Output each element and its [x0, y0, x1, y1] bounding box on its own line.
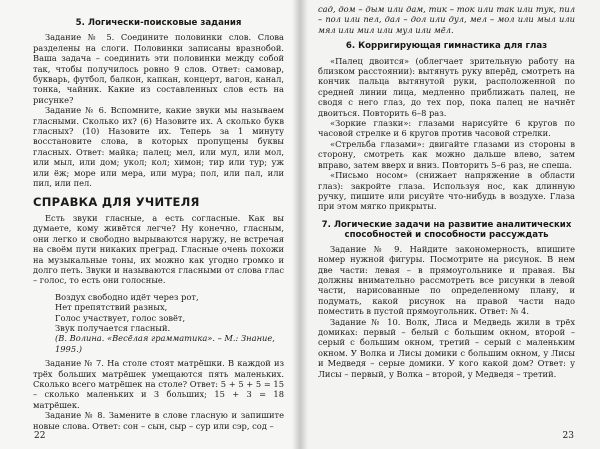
- book-gutter: [292, 0, 308, 449]
- exercise-nose-writing: «Письмо носом» (снижает напряжение в области глаз): закройте глаза. Используя нос, как длинную ручку, пишите или рисуйте что-нибудь в воздухе. Глаза при этом мягко прикрыты.: [318, 170, 575, 212]
- poem-line: Голос участвует, голос зовёт,: [55, 312, 186, 323]
- poem-line: Нет препятствий разных,: [55, 302, 168, 313]
- page-number-left: 22: [34, 431, 46, 441]
- poem-source: (В. Волина. «Весёлая грамматика». – М.: Знание, 1995.): [55, 333, 275, 354]
- exercise-finger: «Палец двоится» (облегчает зрительную работу на близком расстоянии): вытянуть руку вперёд, смотреть на кончик пальца вытянутой руки, расположенной по средней линии лица, медленно приближать палец, не сводя с него глаз, до тех пор, пока палец не начнёт двоиться. Повторить 6–8 раз.: [318, 55, 575, 118]
- poem: [55, 292, 284, 334]
- task-8-continuation: сад, дом – дым или дам, тик – ток или так или тук, пил – пол или пел, дал – дол или дул, мел – мол или мыл или мял или мил или мул или мёл.: [318, 4, 575, 35]
- poem-line: Звук получается гласный.: [55, 322, 171, 333]
- section-heading-6: 6. Корригирующая гимнастика для глаз: [345, 41, 548, 52]
- right-page: [300, 0, 600, 449]
- task-7-text: Задание № 7. На столе стоят матрёшки. В каждой из трёх больших матрёшек умещаются пять маленьких. Сколько всего матрёшек на столе? Ответ: 5 + 5 + 5 = 15 – сколько маленьких и 3 больших; 15 + 3 = 18 матрёшек.: [33, 358, 284, 410]
- teacher-reference-heading: СПРАВКА ДЛЯ УЧИТЕЛЯ: [33, 194, 200, 209]
- section-heading-5: 5. Логически-поисковые задания: [75, 18, 242, 28]
- section-heading-7: 7. Логические задачи на развитие аналитических способностей и способности рассуждать: [321, 219, 572, 240]
- right-column: [318, 4, 575, 379]
- poem-line: Воздух свободно идёт через рот,: [55, 291, 199, 302]
- exercise-eye-shooting: «Стрельба глазами»: двигайте глазами из стороны в сторону, смотреть как можно дальше влево, затем вправо, затем вверх и вниз. Повторить 5–6 раз, не спеша.: [318, 138, 575, 170]
- task-5-text: Задание № 5. Соедините половинки слов. Слова разделены на слоги. Половинки записаны вразнобой. Ваша задача – соединить эти половинки между собой так, чтобы получилось ровно 9 слов. Ответ: самовар, букварь, футбол, балкон, капкан, концерт, вагон, канал, тонка, чайник. Какие из составленных слов есть на рисунке?: [33, 32, 284, 105]
- page-number-right: 23: [562, 431, 574, 441]
- exercise-sharp-eyes: «Зоркие глазки»: глазами нарисуйте 6 кругов по часовой стрелке и 6 кругов против часовой стрелки.: [318, 118, 575, 139]
- left-column: [33, 14, 284, 431]
- task-9-text: Задание № 9. Найдите закономерность, впишите номер нужной фигуры. Посмотрите на рисунок. В нем две части: левая – в прямоугольнике и правая. Вы должны внимательно рассмотреть все рисунки в левой части, нарисованные по определенному плану, и подумать, какой рисунок на правой части надо поместить в пустой прямоугольник. Ответ: № 4.: [318, 243, 575, 317]
- task-10-text: Задание № 10. Волк, Лиса и Медведь жили в трёх домиках: первый – белый с большим окном, второй – серый с большим окном, третий – серый с маленьким окном. У Волка и Лисы домики с большим окном, у Лисы и Медведя – серые домики. У кого какой дом? Ответ: у Лисы – первый, у Волка – второй, у Медведя – третий.: [318, 316, 575, 379]
- teacher-reference-text: Есть звуки гласные, а есть согласные. Как вы думаете, кому живётся легче? Ну конечно, гласным, они легко и свободно вырываются наружу, не встречая на своём пути никаких преград. Гласные очень похожи на музыкальные тоны, их можно как угодно громко и долго петь. Звуки и называются гласными от слова глас – голос, то есть они голосные.: [33, 212, 284, 286]
- task-8-text: Задание № 8. Замените в слове гласную и запишите новые слова. Ответ: сон – сын, сыр – сур или сэр, сод –: [33, 410, 284, 431]
- task-6-text: Задание № 6. Вспомните, какие звуки мы называем гласными. Сколько их? (6) Назовите их. А сколько букв гласных? (10) Назовите их. Теперь за 1 минуту восстановите слова, в которых пропущены буквы гласных. Ответ: майка; палец; мел, или мул, или мол, или мыл, или дом; укол; кол; химон; тир или тур; уж или ёж; море или мера, или мура; пол, или пал, или пил, или пел.: [33, 105, 284, 189]
